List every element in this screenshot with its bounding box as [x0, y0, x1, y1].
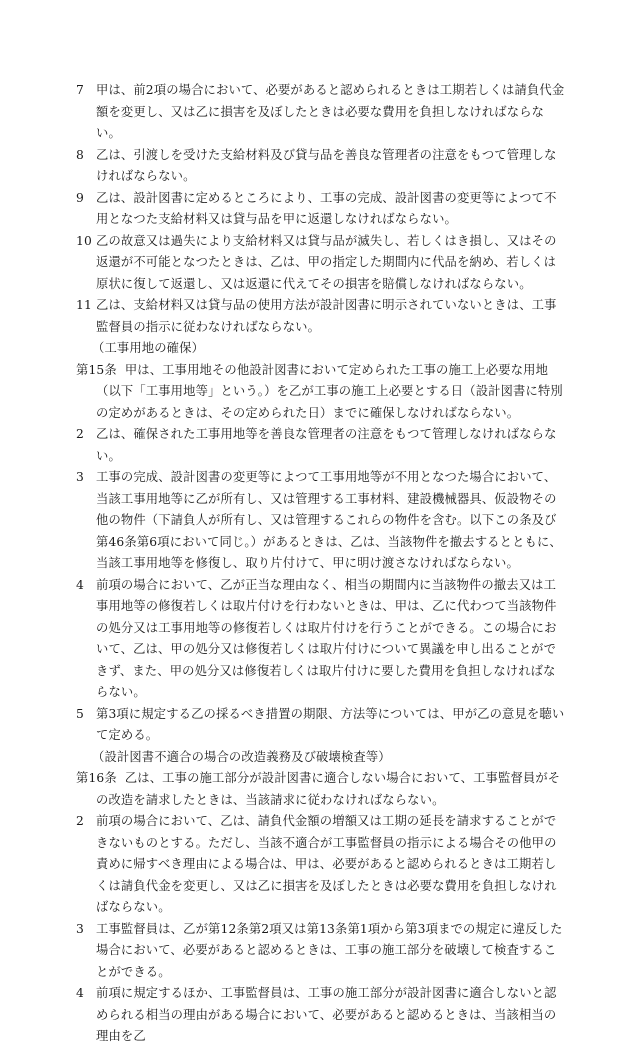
paragraph-15-3 [76, 467, 566, 575]
section-heading-nonconformity: （設計図書不適合の場合の改造義務及び破壊検査等） [92, 749, 391, 764]
paragraph-number: 2 [76, 814, 84, 828]
paragraph-16-2 [76, 811, 566, 919]
paragraph-number: 5 [76, 706, 84, 721]
paragraph-number: 3 [76, 470, 84, 484]
paragraph-number: 2 [76, 427, 84, 441]
paragraph-7 [76, 80, 566, 145]
paragraph-number: 7 [76, 83, 84, 97]
paragraph-text: 乙の故意又は過失により支給材料又は貸与品が滅失し、若しくはき損し、又はその返還が不可能となつたときは、乙は、甲の指定した期間内に代品を納め、若しくは原状に復して返還し、又は返還に代えてその損害を賠償しなければならない。 [96, 233, 557, 291]
paragraph-number: 4 [76, 577, 84, 592]
paragraph-text: 乙は、設計図書に定めるところにより、工事の完成、設計図書の変更等によつて不用となつた支給材料又は貸与品を甲に返還しなければならない。 [96, 190, 557, 226]
paragraph-text: 前項に規定するほか、工事監督員は、工事の施工部分が設計図書に適合しないと認められる相当の理由がある場合において、必要があると認めるときは、当該相当の理由を乙 [96, 986, 557, 1043]
paragraph-8 [76, 145, 566, 188]
paragraph-number: 4 [76, 986, 84, 1000]
article-number: 第15条 [76, 362, 117, 377]
paragraph-text: 前項の場合において、乙が正当な理由なく、相当の期間内に当該物件の撤去又は工事用地等の修復若しくは取片付けを行わないときは、甲は、乙に代わつて当該物件の処分又は工事用地等の修復若しくは取片付けを行うことができる。この場合において、乙は、甲の処分又は修復若しくは取片付けについて異議を申し出ることができず、また、甲の処分又は修復若しくは取片付けに要した費用を負担しなければならない。 [96, 577, 557, 699]
paragraph-11 [76, 295, 566, 338]
paragraph-number: 9 [76, 190, 84, 205]
paragraph-text: 乙は、確保された工事用地等を善良な管理者の注意をもつて管理しなければならない。 [96, 427, 557, 463]
paragraph-15-4 [76, 575, 566, 704]
article-number: 第16条 [76, 771, 117, 785]
paragraph-10 [76, 231, 566, 296]
article-16 [76, 768, 566, 811]
paragraph-text: 甲は、前2項の場合において、必要があると認められるときは工期若しくは請負代金額を変更し、又は乙に損害を及ぼしたときは必要な費用を負担しなければならない。 [96, 83, 565, 140]
paragraph-text: 第3項に規定する乙の採るべき措置の期限、方法等については、甲が乙の意見を聴いて定める。 [96, 706, 565, 742]
paragraph-text: 前項の場合において、乙は、請負代金額の増額又は工期の延長を請求することができないものとする。ただし、当該不適合が工事監督員の指示による場合その他甲の責めに帰すべき理由による場合は、甲は、必要があると認められるときは工期若しくは請負代金を変更し、又は乙に損害を及ぼしたときは必要な費用を負担しなければならない。 [96, 814, 557, 914]
paragraph-16-3 [76, 919, 566, 984]
article-15 [76, 360, 566, 425]
paragraph-number: 10 [76, 233, 92, 248]
article-text: 甲は、工事用地その他設計図書において定められた工事の施工上必要な用地（以下「工事用地等」という。）を乙が工事の施工上必要とする日（設計図書に特別の定めがあるときは、その定められた日）までに確保しなければならない。 [96, 362, 563, 420]
paragraph-16-4 [76, 983, 566, 1048]
paragraph-number: 11 [76, 298, 92, 312]
paragraph-9 [76, 188, 566, 231]
paragraph-number: 3 [76, 921, 84, 936]
section-heading-land-securing: （工事用地の確保） [92, 341, 205, 355]
paragraph-text: 工事の完成、設計図書の変更等によつて工事用地等が不用となつた場合において、当該工事用地等に乙が所有し、又は管理する工事材料、建設機械器具、仮設物その他の物件（下請負人が所有し、又は管理するこれらの物件を含む。以下この条及び第46条第6項において同じ。）があるときは、乙は、当該物件を撤去するとともに、当該工事用地等を修復し、取り片付けて、甲に明け渡さなければならない。 [96, 470, 562, 570]
paragraph-15-5 [76, 704, 566, 747]
paragraph-text: 乙は、支給材料又は貸与品の使用方法が設計図書に明示されていないときは、工事監督員の指示に従わなければならない。 [96, 298, 557, 334]
paragraph-number: 8 [76, 147, 84, 162]
paragraph-15-2 [76, 424, 566, 467]
document-body [76, 80, 566, 1048]
paragraph-text: 工事監督員は、乙が第12条第2項又は第13条第1項から第3項までの規定に違反した場合において、必要があると認めるときは、工事の施工部分を破壊して検査することができる。 [96, 921, 563, 979]
paragraph-text: 乙は、引渡しを受けた支給材料及び貸与品を善良な管理者の注意をもつて管理しなければならない。 [96, 147, 557, 183]
article-text: 乙は、工事の施工部分が設計図書に適合しない場合において、工事監督員がその改造を請求したときは、当該請求に従わなければならない。 [96, 771, 561, 807]
